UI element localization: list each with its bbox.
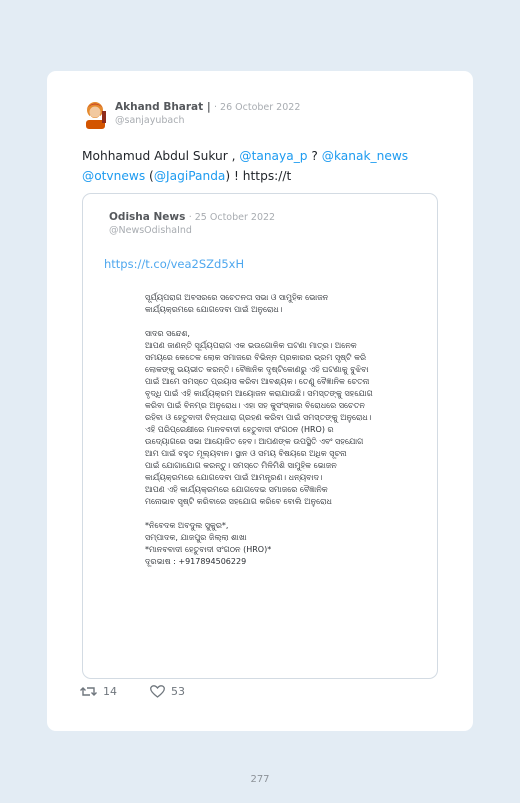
- quoted-paragraph: ସାଦର ସନ୍ଦେଶ, ଆପଣ ଜାଣନ୍ତି ସୂର୍ଯ୍ୟପରାଗ ଏକ ଭଉଗୋଳିକ ଘଟଣା ମାତ୍ର। ଅନେକ ସମୟରେ କେତେକ ଲୋକ ସମାଜରେ ବିଭିନ୍ନ ପ୍ରକାରର ଭ୍ରମ ସୃଷ୍ଟି କରି ଲୋକଙ୍କୁ ଭୟଭୀତ କରନ୍ତି। ବୈଜ୍ଞାନିକ ଦୃଷ୍ଟିକୋଣରୁ ଏହି ଘଟଣାକୁ ବୁଝିବା ପାଇଁ ଆମେ ସମସ୍ତେ ପ୍ରୟାସ କରିବା ଆବଶ୍ୟକ। ତେଣୁ ବୈଜ୍ଞାନିକ ଚେତନା ବୃଦ୍ଧି ପାଇଁ ଏହି କାର୍ଯ୍ୟକ୍ରମ ଆୟୋଜନ କରାଯାଉଛି। ସମସ୍ତଙ୍କୁ ସହଯୋଗ କରିବା ପାଇଁ ବିନମ୍ର ଅନୁରୋଧ। ଏହା ସହ କୁସଂସ୍କାର ବିରୋଧରେ ସଚେତନ ରହିବା ଓ ହେତୁବାଦୀ ଚିନ୍ତାଧାରା ଗ୍ରହଣ କରିବା ପାଇଁ ସମସ୍ତଙ୍କୁ ଅନୁରୋଧ। ଏହି ପରିପ୍ରେକ୍ଷୀରେ ମାନବବାଦୀ ହେତୁବାଦୀ ସଂଗଠନ (HRO) ର ଉଦ୍ୟୋଗରେ ସଭା ଆୟୋଜିତ ହେବ। ଆପଣଙ୍କ ଉପସ୍ଥିତି ଏବଂ ସହଯୋଗ ଆମ ପାଇଁ ବହୁତ ମୂଲ୍ୟବାନ। ସ୍ଥାନ ଓ ସମୟ ବିଷୟରେ ଅଧିକ ସୂଚନା ପାଇଁ ଯୋଗାଯୋଗ କରନ୍ତୁ। ସମସ୍ତେ ମିଳିମିଶି ସାମୁହିକ ଭୋଜନ କାର୍ଯ୍ୟକ୍ରମରେ ଯୋଗଦେବା ପାଇଁ ଆମନ୍ତ୍ରଣ। ଧନ୍ୟବାଦ। ଆପଣ ଏହି କାର୍ଯ୍ୟକ୍ରମରେ ଯୋଗଦେଇ ସମାଜରେ ବୈଜ୍ଞାନିକ ମନୋଭାବ ସୃଷ୍ଟି କରିବାରେ ସହଯୋଗ କରିବେ ବୋଲି ଅନୁରୋଧ: [145, 329, 373, 506]
- tweet-text: [82, 146, 442, 186]
- retweet-button[interactable]: [80, 685, 117, 698]
- quoted-paragraph: *ନିବେଦକ ଅବଦୁଲ ସୁକୁର*, ସମ୍ପାଦକ, ଯାଜପୁର ଜିଲ୍ଲା ଶାଖା *ମାନବବାଦୀ ହେତୁବାଦୀ ସଂଗଠନ (HRO)* ଦୂରଭାଷ : +917894506229: [145, 521, 272, 566]
- quoted-paragraph: ସୂର୍ଯ୍ୟପରାଗ ଅବସରରେ ସଚେତନତା ସଭା ଓ ସାମୁହିକ ଭୋଜନ କାର୍ଯ୍ୟକ୍ରମରେ ଯୋଗଦେବା ପାଇଁ ଅନୁରୋଧ।: [145, 293, 329, 314]
- retweet-count: 14: [103, 685, 117, 698]
- author-handle[interactable]: @sanjayubach: [115, 115, 185, 126]
- quoted-link[interactable]: https://t.co/vea2SZd5xH: [104, 257, 245, 271]
- quoted-date[interactable]: · 25 October 2022: [188, 212, 276, 223]
- mention-link[interactable]: @kanak_news: [321, 149, 409, 163]
- tweet-text-segment: Mohhamud Abdul Sukur ,: [82, 149, 240, 163]
- mention-link[interactable]: @JagiPanda: [153, 169, 226, 183]
- heart-icon: [150, 685, 165, 698]
- tweet-text-segment: ?: [307, 149, 322, 163]
- quoted-tweet[interactable]: [82, 193, 438, 679]
- like-button[interactable]: [150, 685, 185, 698]
- quoted-body: [145, 292, 379, 580]
- quoted-author: [109, 211, 275, 223]
- mention-link[interactable]: @tanaya_p: [239, 149, 308, 163]
- quoted-handle[interactable]: @NewsOdishaInd: [109, 225, 192, 236]
- quoted-author-name[interactable]: Odisha News: [109, 211, 186, 223]
- author-name[interactable]: Akhand Bharat |: [115, 101, 211, 113]
- tweet-author: [115, 101, 300, 113]
- tweet-date[interactable]: · 26 October 2022: [214, 102, 301, 113]
- tweet-text-segment: (: [145, 169, 154, 183]
- avatar[interactable]: [82, 99, 110, 129]
- tweet-text-segment: ) ! https://t: [225, 169, 292, 183]
- page-number: 277: [250, 774, 270, 785]
- retweet-icon: [80, 685, 97, 698]
- like-count: 53: [171, 685, 185, 698]
- tweet-card: [47, 71, 473, 731]
- mention-link[interactable]: @otvnews: [82, 169, 146, 183]
